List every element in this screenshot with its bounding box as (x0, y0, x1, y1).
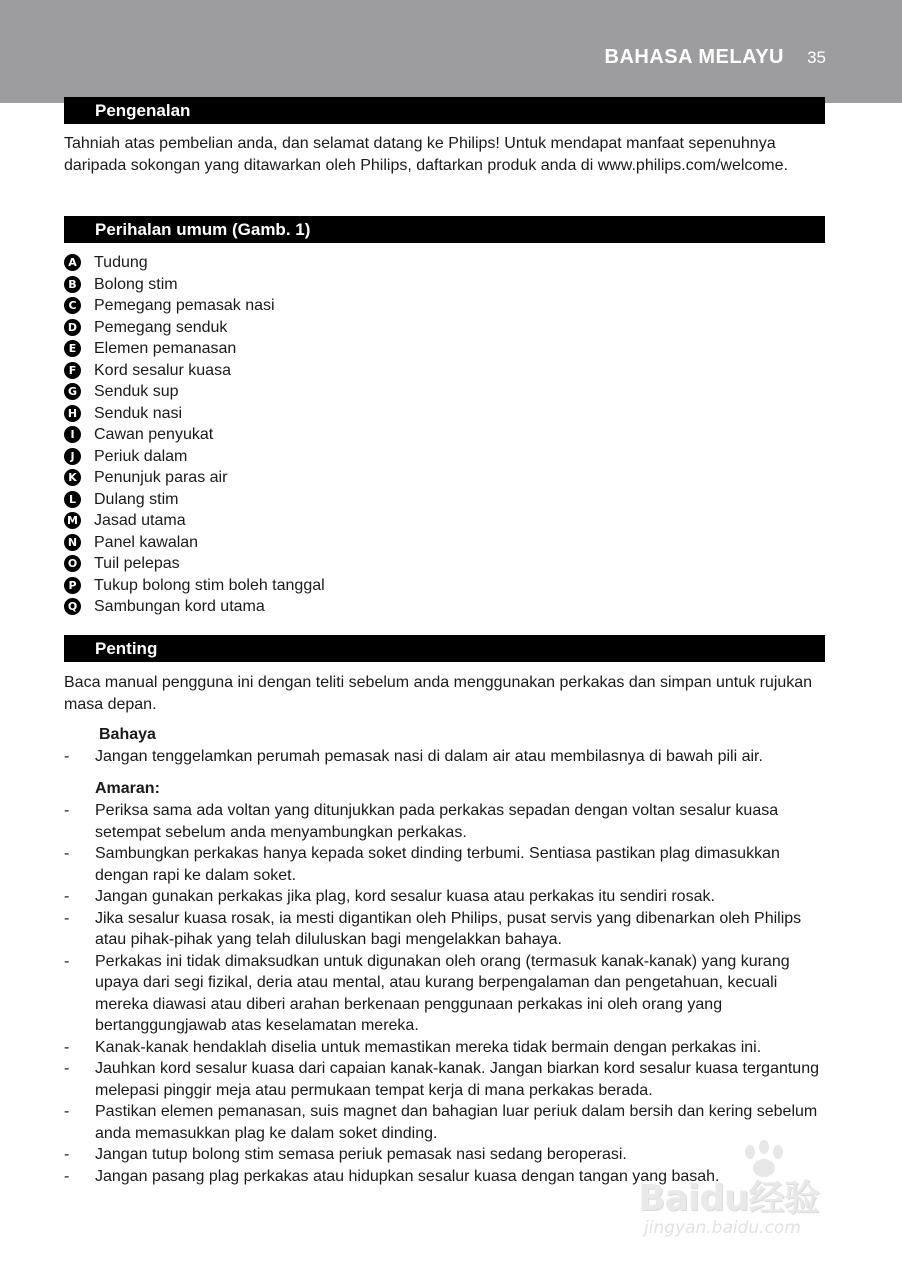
watermark-url: jingyan.baidu.com (644, 1218, 801, 1238)
letter-badge: N (64, 534, 81, 551)
part-label: Dulang stim (94, 490, 179, 508)
warning-heading: Amaran: (95, 780, 160, 797)
part-label: Tukup bolong stim boleh tanggal (94, 576, 325, 594)
list-item: - Jangan tenggelamkan perumah pemasak nasi di dalam air atau membilasnya di bawah pili air. (64, 748, 763, 765)
warning-text: Perkakas ini tidak dimaksudkan untuk digunakan oleh orang (termasuk kanak-kanak) yang kurang upaya dari segi fizikal, deria atau mental, atau kurang berpengalaman dan pengetahuan, kecuali mereka diawasi atau diberi arahan berkenaan penggunaan perkakas ini oleh orang yang bertanggungjawab atas keselamatan mereka. (95, 952, 790, 1034)
warning-text: Jika sesalur kuasa rosak, ia mesti digantikan oleh Philips, pusat servis yang dibenarkan oleh Philips atau pihak-pihak yang telah diluluskan bagi mengelakkan bahaya. (95, 909, 802, 948)
warning-text: Jauhkan kord sesalur kuasa dari capaian kanak-kanak. Jangan biarkan kord sesalur kuasa tergantung melepasi pinggir meja atau permukaan tempat kerja di mana perkakas berada. (95, 1060, 819, 1099)
part-label: Tuil pelepas (94, 555, 180, 572)
part-label: Kord sesalur kuasa (94, 361, 231, 379)
list-item (64, 553, 325, 575)
baidu-watermark (636, 1140, 866, 1250)
letter-badge: A (64, 254, 81, 271)
warning-text: Jangan gunakan perkakas jika plag, kord sesalur kuasa atau perkakas itu sendiri rosak. (95, 888, 715, 905)
list-item (64, 446, 325, 468)
list-item: - Kanak-kanak hendaklah diselia untuk memastikan mereka tidak bermain dengan perkakas ini. (64, 1038, 762, 1056)
warning-text: Jangan pasang plag perkakas atau hidupkan sesalur kuasa dengan tangan yang basah. (95, 1167, 720, 1185)
section-heading-general: Perihalan umum (Gamb. 1) (64, 216, 825, 243)
letter-badge: L (64, 491, 81, 508)
list-item: - Pastikan elemen pemanasan, suis magnet dan bahagian luar periuk dalam bersih dan kering sebelum anda memasukkan plag ke dalam soket dinding. (64, 1103, 818, 1142)
intro-paragraph: Tahniah atas pembelian anda, dan selamat datang ke Philips! Untuk mendapat manfaat sepenuhnya daripada sokongan yang ditawarkan oleh Philips, daftarkan produk anda di www.philips.com/welcome. (64, 135, 788, 174)
list-item: - Jangan pasang plag perkakas atau hidupkan sesalur kuasa dengan tangan yang basah. (64, 1167, 720, 1185)
list-item: - Jika sesalur kuasa rosak, ia mesti digantikan oleh Philips, pusat servis yang dibenarkan oleh Philips atau pihak-pihak yang telah diluluskan bagi mengelakkan bahaya. (64, 909, 802, 948)
letter-badge: O (64, 555, 81, 572)
letter-badge: D (64, 319, 81, 336)
danger-heading: Bahaya (99, 726, 156, 743)
list-item: - Jangan tutup bolong stim semasa periuk pemasak nasi sedang beroperasi. (64, 1146, 627, 1163)
letter-badge: I (64, 426, 81, 443)
list-item (64, 510, 325, 532)
warning-text: Kanak-kanak hendaklah diselia untuk memastikan mereka tidak bermain dengan perkakas ini. (95, 1038, 762, 1056)
part-label: Cawan penyukat (94, 426, 214, 443)
list-item (64, 575, 325, 597)
section-heading-important: Penting (64, 635, 825, 662)
letter-badge: H (64, 405, 81, 422)
list-item: - Jauhkan kord sesalur kuasa dari capaian kanak-kanak. Jangan biarkan kord sesalur kuasa tergantung melepasi pinggir meja atau permukaan tempat kerja di mana perkakas berada. (64, 1060, 819, 1099)
part-label: Sambungan kord utama (94, 598, 265, 615)
list-item: - Sambungkan perkakas hanya kepada soket dinding terbumi. Sentiasa pastikan plag dimasukkan dengan rapi ke dalam soket. (64, 845, 780, 884)
list-item: - Jangan gunakan perkakas jika plag, kord sesalur kuasa atau perkakas itu sendiri rosak. (64, 888, 715, 905)
list-item (64, 338, 325, 360)
warning-text: Pastikan elemen pemanasan, suis magnet dan bahagian luar periuk dalam bersih dan kering sebelum anda memasukkan plag ke dalam soket dinding. (95, 1103, 818, 1142)
part-label: Bolong stim (94, 275, 178, 293)
danger-list (64, 746, 834, 768)
letter-badge: E (64, 340, 81, 357)
part-label: Elemen pemanasan (94, 340, 237, 357)
letter-badge: G (64, 383, 81, 400)
list-item (64, 467, 325, 489)
list-item (64, 381, 325, 403)
part-label: Jasad utama (94, 512, 186, 529)
list-item: - Periksa sama ada voltan yang ditunjukkan pada perkakas sepadan dengan voltan sesalur kuasa setempat sebelum anda menyambungkan perkakas. (64, 802, 779, 841)
letter-badge: K (64, 469, 81, 486)
warning-text: Sambungkan perkakas hanya kepada soket dinding terbumi. Sentiasa pastikan plag dimasukkan dengan rapi ke dalam soket. (95, 845, 780, 884)
parts-list (64, 252, 325, 618)
list-item (64, 360, 325, 382)
letter-badge: B (64, 276, 81, 293)
list-item (64, 252, 325, 274)
watermark-logo: Baidu经验 (638, 1178, 819, 1219)
part-label: Panel kawalan (94, 533, 199, 551)
important-paragraph: Baca manual pengguna ini dengan teliti sebelum anda menggunakan perkakas dan simpan untuk rujukan masa depan. (64, 674, 813, 713)
warning-list (64, 800, 834, 1187)
list-item (64, 489, 325, 511)
letter-badge: Q (64, 598, 81, 615)
list-item: - Perkakas ini tidak dimaksudkan untuk digunakan oleh orang (termasuk kanak-kanak) yang kurang upaya dari segi fizikal, deria atau mental, atau kurang berpengalaman dan pengetahuan, kecuali mereka diawasi atau diberi arahan berkenaan penggunaan perkakas ini oleh orang yang bertanggungjawab atas keselamatan mereka. (64, 952, 790, 1034)
letter-badge: J (64, 448, 81, 465)
letter-badge: F (64, 362, 81, 379)
letter-badge: M (64, 512, 81, 529)
warning-text: Periksa sama ada voltan yang ditunjukkan pada perkakas sepadan dengan voltan sesalur kuasa setempat sebelum anda menyambungkan perkakas. (95, 802, 779, 841)
list-item (64, 295, 325, 317)
part-label: Tudung (94, 254, 148, 271)
part-label: Senduk nasi (94, 404, 183, 422)
list-item (64, 274, 325, 296)
list-item (64, 424, 325, 446)
language-title: BAHASA MELAYU (604, 46, 784, 68)
letter-badge: P (64, 577, 81, 594)
danger-text: Jangan tenggelamkan perumah pemasak nasi di dalam air atau membilasnya di bawah pili air. (95, 748, 763, 765)
warning-text: Jangan tutup bolong stim semasa periuk pemasak nasi sedang beroperasi. (95, 1146, 627, 1163)
part-label: Penunjuk paras air (94, 469, 228, 486)
list-item (64, 403, 325, 425)
list-item (64, 596, 325, 618)
list-item (64, 317, 325, 339)
list-item (64, 532, 325, 554)
page-number: 35 (807, 48, 826, 67)
part-label: Pemegang senduk (94, 318, 228, 336)
part-label: Pemegang pemasak nasi (94, 297, 275, 314)
part-label: Periuk dalam (94, 447, 188, 465)
part-label: Senduk sup (94, 383, 179, 400)
section-heading-intro: Pengenalan (64, 97, 825, 124)
letter-badge: C (64, 297, 81, 314)
